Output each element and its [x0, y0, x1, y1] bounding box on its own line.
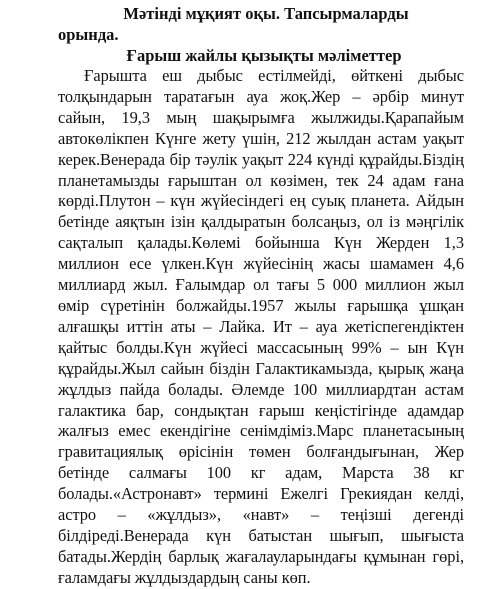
instruction-line-2: орында.	[58, 25, 119, 44]
text-body: Ғарышта еш дыбыс естілмейді, өйткені дыбыс толқындарын таратағын ауа жоқ.Жер – әрбір минут сайын, 19,3 мың шақырымға жылжиды.Қарапайым автокөлікпен Күнге жету үшін, 212 жылдан астам уақыт керек.Венерада бір тәулік уақыт 224 күнді құрайды.Біздің планетамызды ғарыштан ол көзімен, тек 24 адам ғана көрді.Плутон – күн жүйесіндегі ең суық планета. Айдын бетінде аяқтын ізін қалдыратын болсаңыз, ол із мәңгілік сақталып қалады.Көлемі бойынша Күн Жерден 1,3 миллион есе үлкен.Күн жүйесінің жасы шамамен 4,6 миллиард жыл. Ғалымдар ол тағы 5 000 миллион жыл өмір сүретінін болжайды.1957 жылы ғарышқа ұшқан алғашқы иттін аты – Лайка. Ит – ауа жетіспегендіктен қайтыс болды.Күн жүйесі массасының 99% – ын Күн құрайды.Жыл сайын біздін Галактикамызда, қырық жаңа жұлдыз пайда болады. Әлемде 100 миллиардтан астам галактика бар, сондықтан ғарыш кеңістігінде адамдар жалғыз емес екендігіне сенімдіміз.Марс планетасының гравитациялық өрісінін төмен болғандығынан, Жер бетінде салмағы 100 кг адам, Марста 38 кг болады.«Астронавт» термині Ежелгі Грекиядан келді, астро – «жұлдыз», «навт» – теңізші дегенді білдіреді.Венерада күн батыстан шығып, шығыста батады.Жердің барлық жағалауларындағы құмынан гөрі, ғаламдағы жұлдыздардың саны көп.	[58, 66, 464, 587]
task-instruction	[58, 3, 464, 45]
text-title: Ғарыш жайлы қызықты мәліметтер	[126, 46, 402, 65]
instruction-line-1: Мәтінді мұқият оқы. Тапсырмаларды	[123, 4, 409, 23]
